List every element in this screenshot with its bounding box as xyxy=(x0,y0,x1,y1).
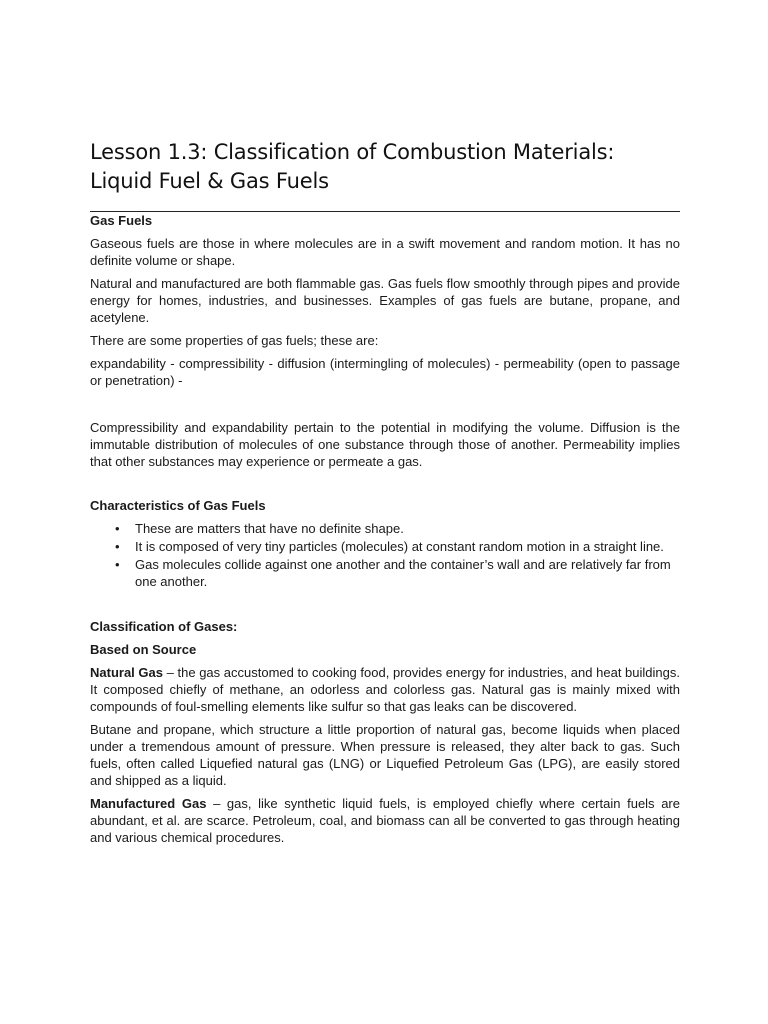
bullet-icon: • xyxy=(115,521,120,536)
characteristics-list xyxy=(90,520,680,590)
lesson-title-line1: Lesson 1.3: Classification of Combustion Materials: xyxy=(90,140,615,164)
list-item-text: It is composed of very tiny particles (molecules) at constant random motion in a straight line. xyxy=(135,539,664,554)
gas-fuels-paragraph-5: Compressibility and expandability pertain to the potential in modifying the volume. Diffusion is the immutable distribution of molecules of one substance through those of another. Permeability implies that other substances may experience or permeate a gas. xyxy=(90,420,680,469)
manufactured-gas-text: – gas, like synthetic liquid fuels, is employed chiefly where certain fuels are abundant, et al. are scarce. Petroleum, coal, and biomass can all be converted to gas through heating and various chemical procedures. xyxy=(90,796,680,845)
lesson-title-line2: Liquid Fuel & Gas Fuels xyxy=(90,169,329,193)
document-body xyxy=(90,212,680,846)
natural-gas-text: – the gas accustomed to cooking food, provides energy for industries, and heat buildings. It composed chiefly of methane, an odorless and colorless gas. Natural gas is mainly mixed with compounds of foul-smelling elements like sulfur so that gas leaks can be discovered. xyxy=(90,665,680,714)
gas-properties-list: expandability - compressibility - diffusion (intermingling of molecules) - permeability (open to passage or penetration) - xyxy=(90,356,680,388)
list-item-text: Gas molecules collide against one another and the container’s wall and are relatively far from one another. xyxy=(135,557,671,589)
lesson-title xyxy=(90,138,678,196)
list-item xyxy=(90,538,680,555)
gas-fuels-heading: Gas Fuels xyxy=(90,213,153,228)
manufactured-gas-term: Manufactured Gas xyxy=(90,796,207,811)
bullet-icon: • xyxy=(115,539,120,554)
list-item xyxy=(90,556,680,590)
gas-fuels-paragraph-3: There are some properties of gas fuels; these are: xyxy=(90,333,379,348)
list-item-text: These are matters that have no definite shape. xyxy=(135,521,404,536)
natural-gas-paragraph xyxy=(90,664,680,715)
list-item xyxy=(90,520,680,537)
manufactured-gas-paragraph xyxy=(90,795,680,846)
gas-fuels-paragraph-2: Natural and manufactured are both flammable gas. Gas fuels flow smoothly through pipes and provide energy for homes, industries, and businesses. Examples of gas fuels are butane, propane, and acetylene. xyxy=(90,276,680,325)
gas-fuels-paragraph-1: Gaseous fuels are those in where molecules are in a swift movement and random motion. It has no definite volume or shape. xyxy=(90,236,680,268)
bullet-icon: • xyxy=(115,557,120,572)
natural-gas-term: Natural Gas xyxy=(90,665,163,680)
based-on-source-heading: Based on Source xyxy=(90,642,197,657)
butane-propane-paragraph: Butane and propane, which structure a little proportion of natural gas, become liquids when placed under a tremendous amount of pressure. When pressure is released, they alter back to gas. Such fuels, often called Liquefied natural gas (LNG) or Liquefied Petroleum Gas (LPG), are easily stored and shipped as a liquid. xyxy=(90,722,680,788)
characteristics-heading: Characteristics of Gas Fuels xyxy=(90,498,266,513)
classification-heading: Classification of Gases: xyxy=(90,619,238,634)
